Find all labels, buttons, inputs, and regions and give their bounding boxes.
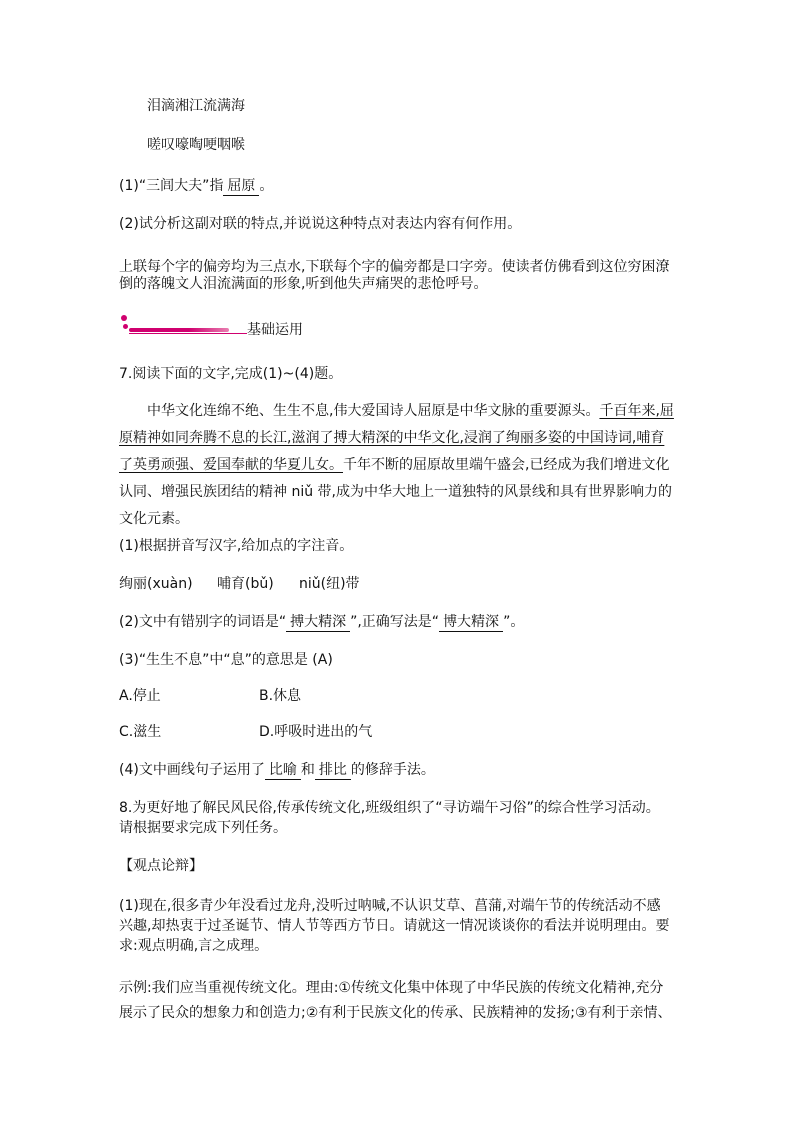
q7-sub4-mid: 和 [300,762,315,778]
section-heading [119,314,319,344]
q8-answer-line-1: 示例:我们应当重视传统文化。理由:①传统文化集中体现了中华民族的传统文化精神,充分 [119,980,664,996]
q7-passage [119,398,679,533]
q7-sub2 [119,612,679,632]
q7-sub4 [119,760,679,780]
q8-answer-line-2: 展示了民众的想象力和创造力;②有利于民族文化的传承、民族精神的发扬;③有利于亲情、 [119,1005,672,1021]
q7-sub2-suffix: ”。 [503,614,525,630]
passage-underline-2: 原精神如同奔腾不息的长江,滋润了搏大精深的中华文化,浸润了绚丽多姿的中国诗词,哺育 [119,430,665,446]
q7-sub2-mid: ”,正确写法是“ [350,614,440,630]
q8-stem-2: 请根据要求完成下列任务。 [119,820,287,836]
q7-sub4-suffix: 的修辞手法。 [350,762,435,778]
passage-underline-3: 了英勇顽强、爱国奉献的华夏儿女。 [119,457,343,473]
q7-options-cd [119,722,679,742]
q7-sub4-answer-1: 比喻 [265,761,301,780]
option-a: A.停止 [119,688,161,704]
pinyin-item-1: 绚丽(xuàn) [119,576,193,592]
section-bar [129,328,229,332]
q7-sub2-wrong: 搏大精深 [286,613,350,632]
q6-sub2-answer-1: 上联每个字的偏旁均为三点水,下联每个字的偏旁都是口字旁。使读者仿佛看到这位穷困潦 [119,259,670,275]
section-label: 基础运用 [247,322,303,338]
q8-sub1-line-2: 兴趣,却热衷于过圣诞节、情人节等西方节日。请就这一情况谈谈你的看法并说明理由。要 [119,918,670,934]
q8-heading: 【观点论辩】 [119,858,203,874]
q7-sub2-prefix: (2)文中有错别字的词语是“ [119,614,287,630]
q7-sub3: (3)“生生不息”中“息”的意思是 (A) [119,652,333,668]
q8-sub1-line-1: (1)现在,很多青少年没看过龙舟,没听过呐喊,不认识艾草、菖蒲,对端午节的传统活动不感 [119,898,661,914]
q7-sub4-answer-2: 排比 [315,761,351,780]
q6-sub1-prefix: (1)“三闾大夫”指 [119,178,224,194]
option-d: D.呼吸时进出的气 [259,724,373,740]
q7-sub2-right: 博大精深 [439,613,503,632]
option-b: B.休息 [259,688,302,704]
q7-sub4-prefix: (4)文中画线句子运用了 [119,762,265,778]
q8-sub1-line-3: 求:观点明确,言之成理。 [119,938,269,954]
q6-sub2: (2)试分析这副对联的特点,并说说这种特点对表达内容有何作用。 [119,216,522,232]
pinyin-item-2: 哺育(bǔ) [217,576,274,592]
q6-sub1-answer: 屈原 [223,177,259,196]
section-rule [129,333,247,334]
pinyin-item-3: niǔ(纽)带 [299,576,360,592]
passage-text-2: 千年不断的屈原故里端午盛会,已经成为我们增进文化 [343,457,670,473]
q8-stem-1: 8.为更好地了解民风民俗,传承传统文化,班级组织了“寻访端午习俗”的综合性学习活动。 [119,800,660,816]
passage-text-1: 中华文化连绵不绝、生生不息,伟大爱国诗人屈原是中华文脉的重要源头。 [147,403,600,419]
q7-stem: 7.阅读下面的文字,完成(1)~(4)题。 [119,366,343,382]
poem-line-1: 泪滴湘江流满海 [147,98,245,114]
q7-sub1-items [119,574,679,594]
q6-sub2-answer-2: 倒的落魄文人泪流满面的形象,听到他失声痛哭的悲怆呼号。 [119,276,488,292]
passage-underline-1: 千百年来,屈 [599,403,674,419]
q7-sub1: (1)根据拼音写汉字,给加点的字注音。 [119,538,354,554]
option-c: C.滋生 [119,724,162,740]
q7-options-ab [119,686,679,706]
passage-text-4: 文化元素。 [119,511,189,527]
poem-line-2: 嗟叹嚎啕哽咽喉 [147,137,245,153]
q6-sub1 [119,176,679,196]
passage-text-3: 认同、增强民族团结的精神 niǔ 带,成为中华大地上一道独特的风景线和具有世界影响力的 [119,484,672,500]
q6-sub1-suffix: 。 [259,178,274,194]
